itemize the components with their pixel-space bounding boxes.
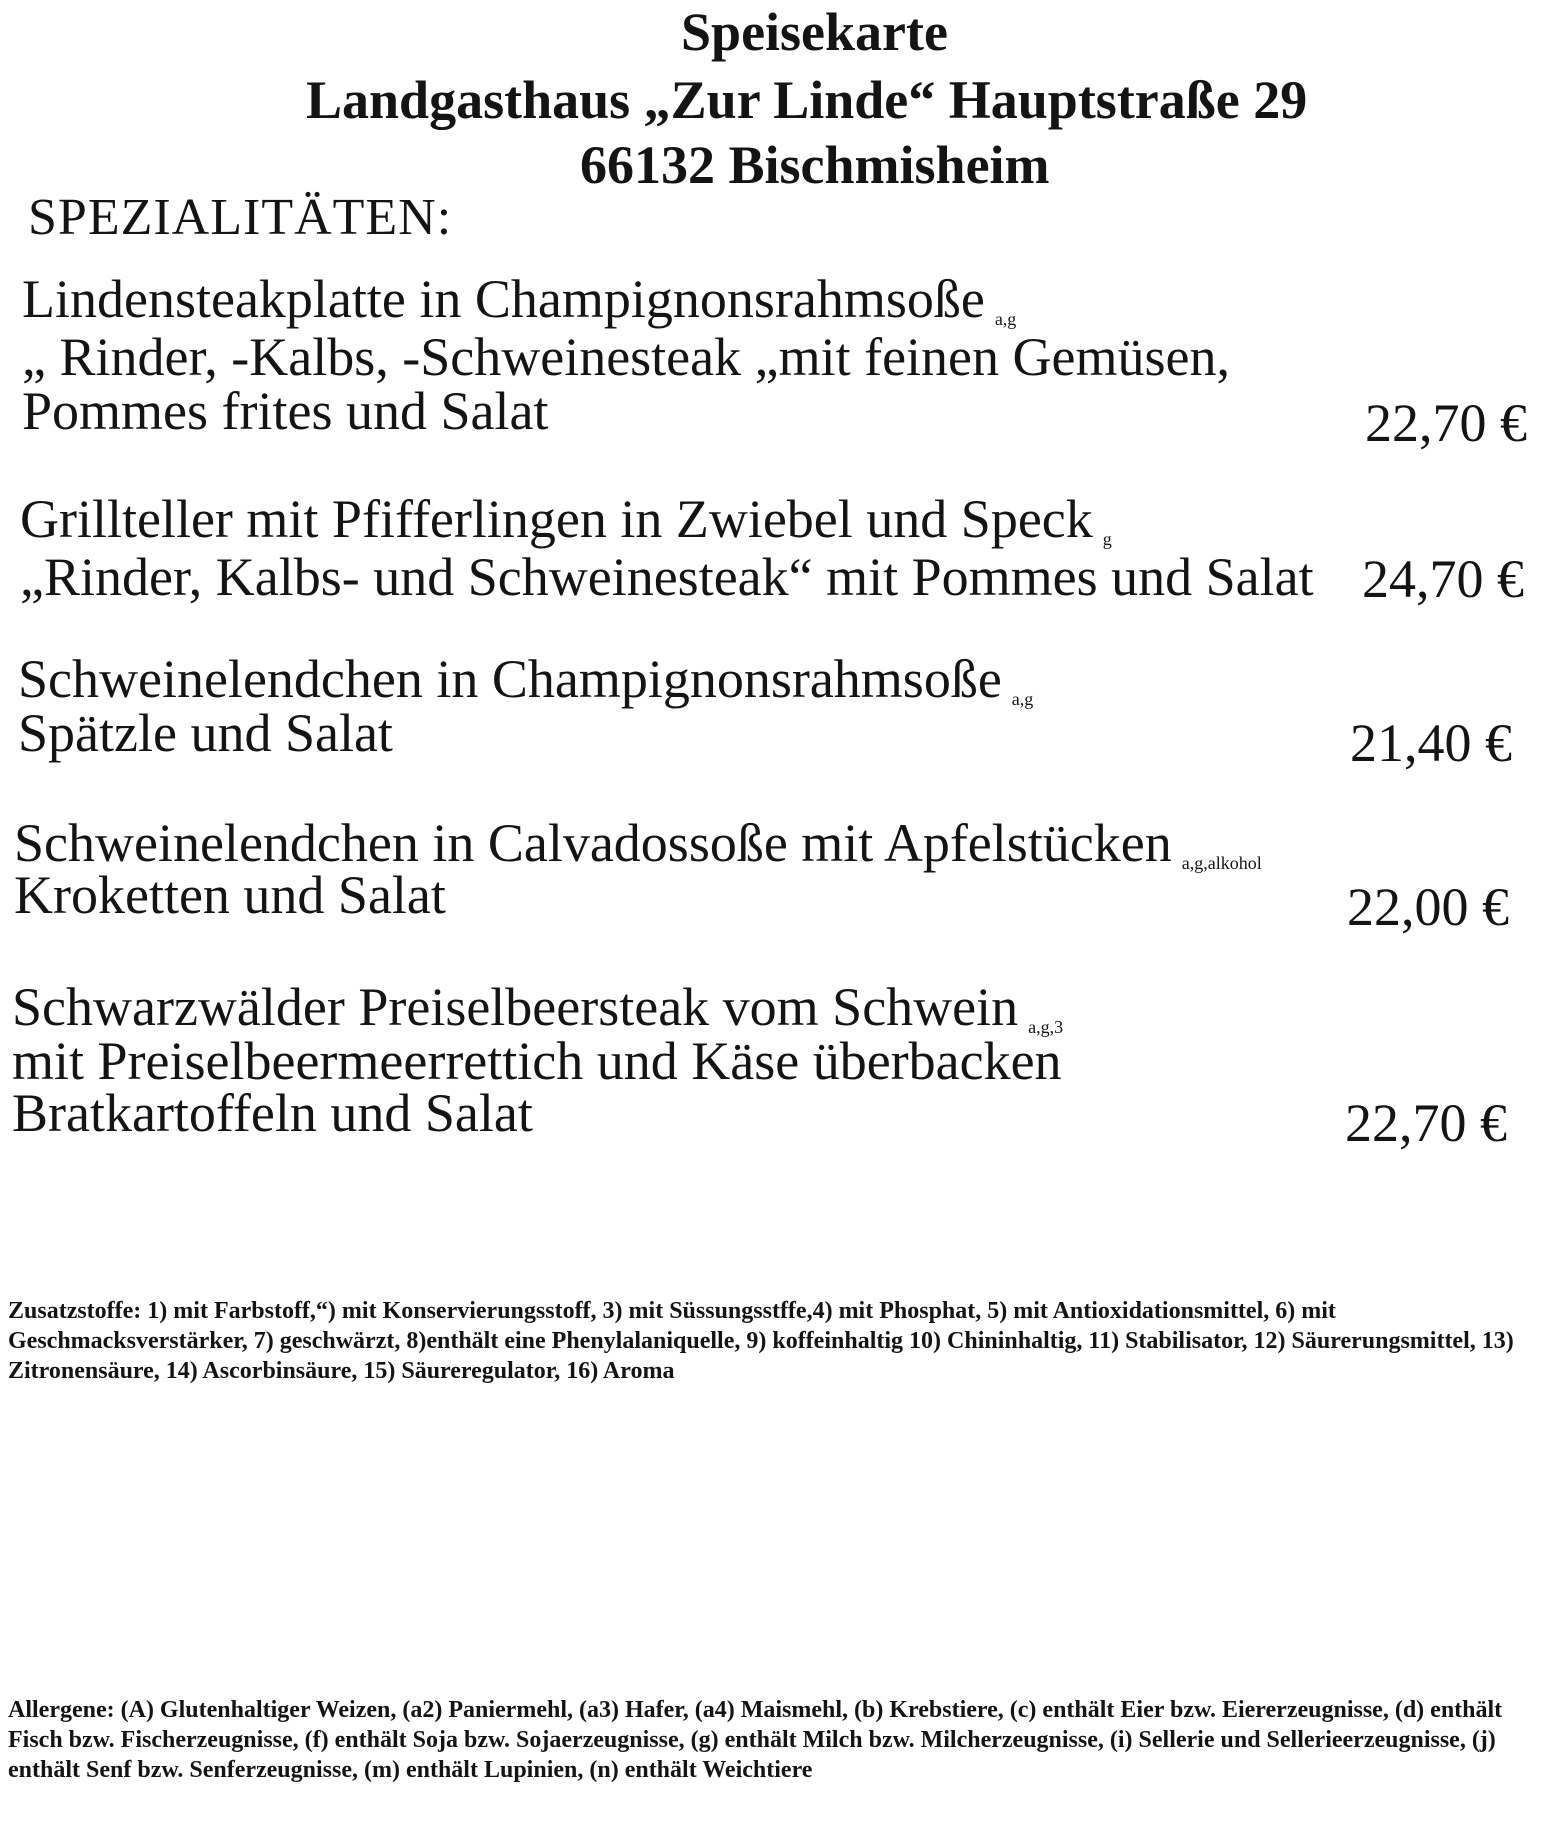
dish-description: Spätzle und Salat [18,703,393,763]
dish-price: 22,70 € [1345,1093,1507,1153]
allergens-note: Allergene: (A) Glutenhaltiger Weizen, (a2) Paniermehl, (a3) Hafer, (a4) Maismehl, (b) Krebstiere, (c) enthält Eier bzw. Eiererzeugnisse, (d) enthält Fisch bzw. Fischerzeugnisse, (f) enthält Soja bzw. Sojaerzeugnisse, (g) enthält Milch bzw. Milcherzeugnisse, (i) Sellerie und Sellerieerzeugnisse, (j) enthält Senf bzw. Senferzeugnisse, (m) enthält Lupinien, (n) enthält Weichtiere [8,1697,1503,1783]
allergen-codes: g [1102,529,1112,549]
dish-price: 21,40 € [1350,713,1512,773]
page-title: Speisekarte [681,2,948,62]
dish-price: 24,70 € [1362,549,1524,609]
dish-name-text: Grillteller mit Pfifferlingen in Zwiebel und Speck [20,489,1093,549]
dish-description: „ Rinder, -Kalbs, -Schweinesteak „mit feinen Gemüsen, [22,327,1230,387]
allergen-codes: a,g,3 [1028,1017,1064,1037]
restaurant-city: 66132 Bischmisheim [580,135,1050,195]
dish-description: Bratkartoffeln und Salat [12,1083,533,1143]
dish-description: Pommes frites und Salat [22,381,549,441]
allergen-codes: a,g,alkohol [1181,853,1262,873]
dish-name-text: Schwarzwälder Preiselbeersteak vom Schwein [12,977,1019,1037]
dish-price: 22,70 € [1365,393,1527,453]
additives-note: Zusatzstoffe: 1) mit Farbstoff,“) mit Konservierungsstoff, 3) mit Süssungsstffe,4) mit Phosphat, 5) mit Antioxidationsmittel, 6) mit Geschmacksverstärker, 7) geschwärzt, 8)enthält eine Phenylalaniquelle, 9) koffeinhaltig 10) Chininhaltig, 11) Stabilisator, 12) Säurerungsmittel, 13) Zitronensäure, 14) Ascorbinsäure, 15) Säureregulator, 16) Aroma [8,1298,1514,1384]
dish-name-text: Schweinelendchen in Champignonsrahmsoße [18,649,1002,709]
allergen-codes: a,g [994,309,1017,329]
section-title: SPEZIALITÄTEN: [28,189,453,246]
allergen-codes: a,g [1011,689,1034,709]
dish-price: 22,00 € [1347,877,1509,937]
dish-description: Kroketten und Salat [14,865,446,925]
dish-name-text: Schweinelendchen in Calvadossoße mit Apfelstücken [14,813,1172,873]
dish-description: „Rinder, Kalbs- und Schweinesteak“ mit Pommes und Salat [20,547,1314,607]
restaurant-address: Landgasthaus „Zur Linde“ Hauptstraße 29 [306,70,1308,130]
dish-description: mit Preiselbeermeerrettich und Käse überbacken [12,1031,1062,1091]
dish-name-text: Lindensteakplatte in Champignonsrahmsoße [22,269,985,329]
